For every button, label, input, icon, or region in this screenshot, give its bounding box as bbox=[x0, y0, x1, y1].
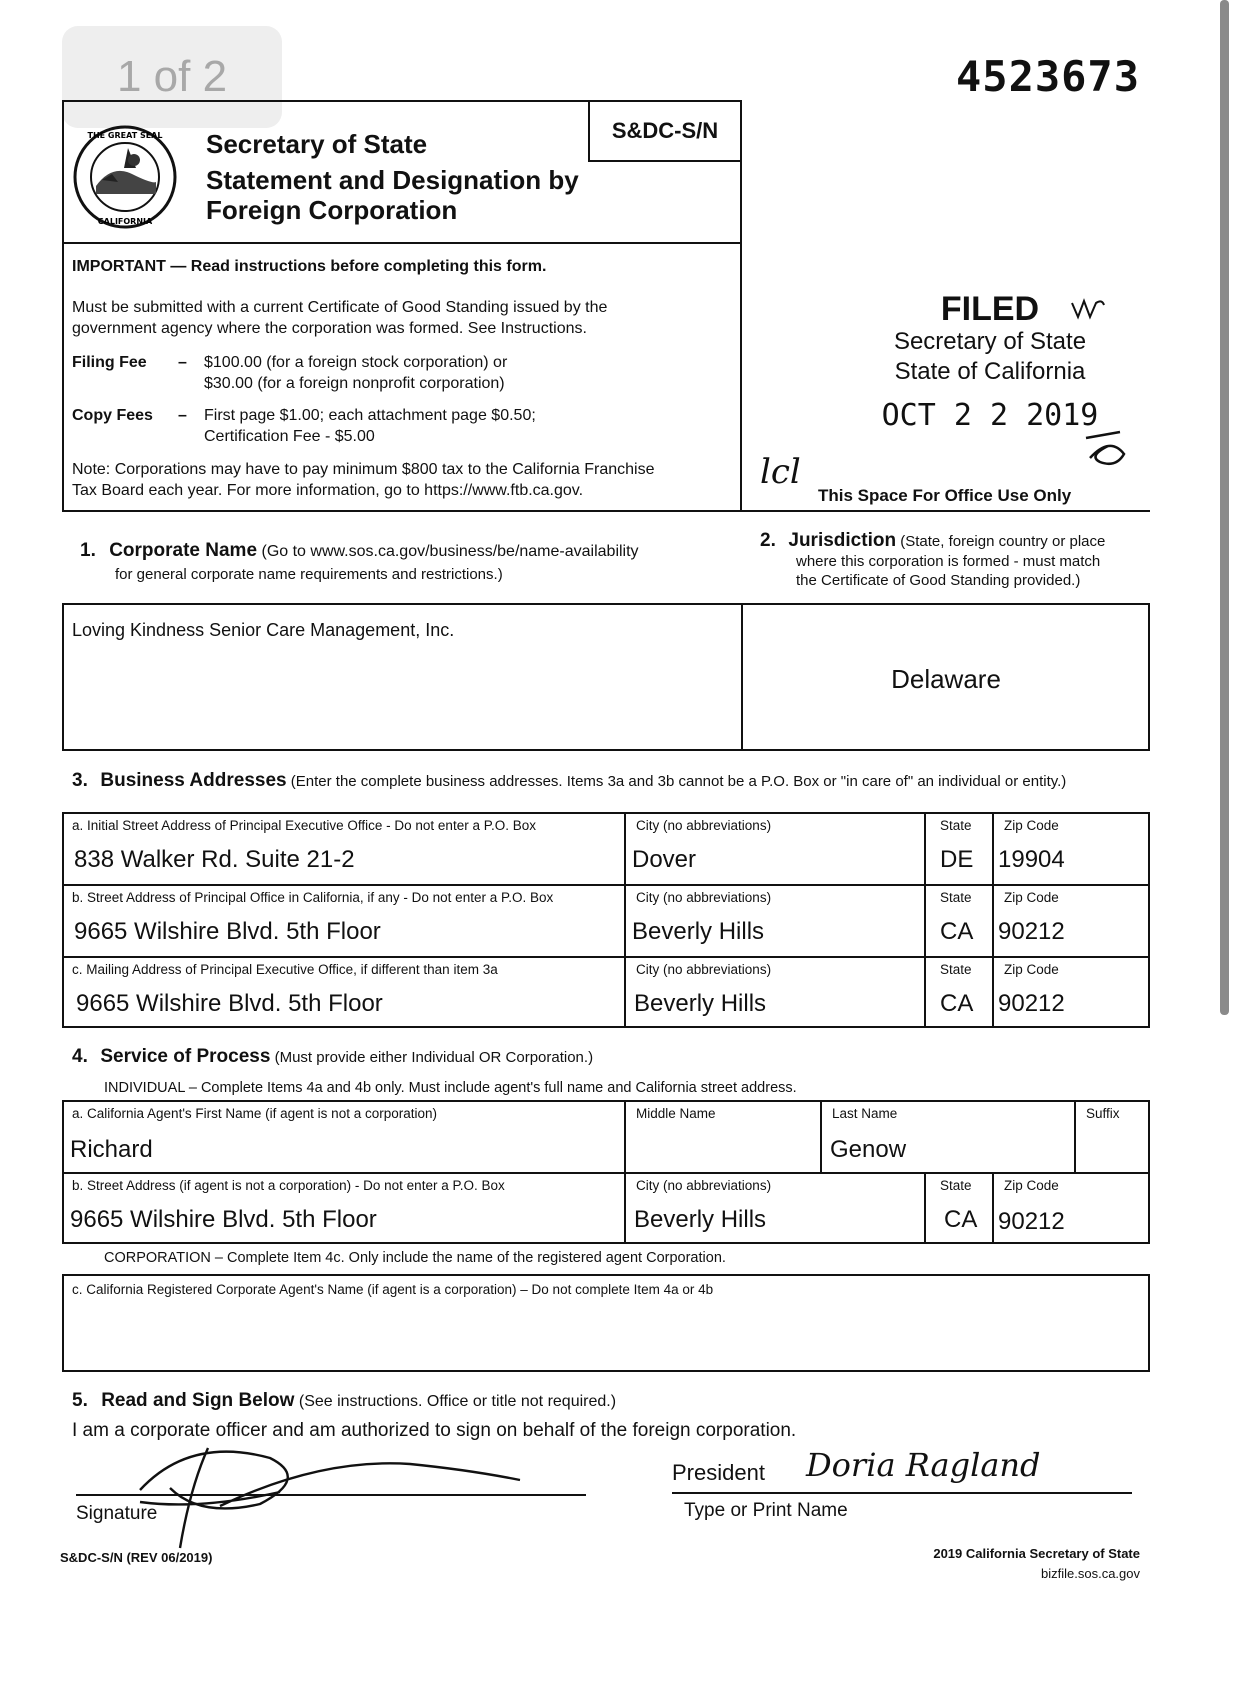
agent-col-divider-suffix bbox=[1074, 1100, 1076, 1172]
address-c-zip[interactable]: 90212 bbox=[998, 990, 1065, 1017]
section-2-number: 2. bbox=[760, 530, 776, 551]
copy-fees-line-1: First page $1.00; each attachment page $0.50; bbox=[204, 407, 536, 424]
address-b-state[interactable]: CA bbox=[940, 918, 974, 945]
address-row-divider-2 bbox=[62, 956, 1150, 958]
agent-middle-name-label: Middle Name bbox=[636, 1106, 716, 1121]
agent-col-divider-state bbox=[924, 1172, 926, 1244]
section-2-hint-3: the Certificate of Good Standing provided.) bbox=[796, 572, 1081, 589]
address-b-city[interactable]: Beverly Hills bbox=[632, 918, 765, 945]
agent-city-label: City (no abbreviations) bbox=[636, 1178, 772, 1193]
signature-line bbox=[76, 1494, 586, 1496]
filed-state: State of California bbox=[894, 358, 1086, 385]
california-seal-icon bbox=[72, 124, 178, 230]
agent-zip[interactable]: 90212 bbox=[998, 1208, 1065, 1235]
footer-copyright: 2019 California Secretary of State bbox=[933, 1546, 1140, 1561]
section-4-title: Service of Process bbox=[100, 1046, 271, 1067]
address-c-state[interactable]: CA bbox=[940, 990, 974, 1017]
title-line-3: Foreign Corporation bbox=[206, 195, 458, 225]
agent-row-divider bbox=[62, 1172, 1150, 1174]
address-a-city-label: City (no abbreviations) bbox=[636, 818, 772, 833]
address-b-zip[interactable]: 90212 bbox=[998, 918, 1065, 945]
filing-fee-dash: – bbox=[178, 354, 187, 371]
agent-last-name-label: Last Name bbox=[832, 1106, 898, 1121]
corporation-note: CORPORATION – Complete Item 4c. Only include the name of the registered agent Corporation. bbox=[104, 1250, 726, 1266]
type-print-name-label: Type or Print Name bbox=[684, 1500, 848, 1521]
address-col-divider-zip bbox=[992, 812, 994, 1028]
title-line-2: Statement and Designation by bbox=[206, 165, 579, 195]
agent-city[interactable]: Beverly Hills bbox=[634, 1206, 767, 1233]
officer-title[interactable]: President bbox=[672, 1460, 765, 1485]
scribble-mark-icon bbox=[1070, 295, 1106, 325]
agent-col-divider-middle bbox=[624, 1100, 626, 1244]
section-5-title: Read and Sign Below bbox=[101, 1390, 295, 1411]
corp-agent-label: c. California Registered Corporate Agent's Name (if agent is a corporation) – Do not complete Item 4a or 4b bbox=[72, 1282, 714, 1297]
filing-fee-line-1: $100.00 (for a foreign stock corporation) or bbox=[204, 354, 508, 371]
good-standing-line-1: Must be submitted with a current Certificate of Good Standing issued by the bbox=[72, 299, 608, 316]
form-revision: S&DC-S/N (REV 06/2019) bbox=[60, 1550, 213, 1565]
address-b-state-label: State bbox=[940, 890, 972, 905]
agent-first-name[interactable]: Richard bbox=[70, 1136, 153, 1163]
signature-label: Signature bbox=[76, 1503, 158, 1524]
agent-zip-label: Zip Code bbox=[1004, 1178, 1059, 1193]
section-5-number: 5. bbox=[72, 1390, 88, 1411]
agent-first-name-label: a. California Agent's First Name (if agent is not a corporation) bbox=[72, 1106, 437, 1121]
section-3-title: Business Addresses bbox=[100, 770, 287, 791]
agent-suffix-label: Suffix bbox=[1086, 1106, 1120, 1121]
authorization-statement: I am a corporate officer and am authorized to sign on behalf of the foreign corporation. bbox=[72, 1420, 797, 1441]
address-c-city[interactable]: Beverly Hills bbox=[634, 990, 767, 1017]
office-use-label: This Space For Office Use Only bbox=[818, 486, 1072, 505]
section-4-hint: (Must provide either Individual OR Corporation.) bbox=[274, 1049, 594, 1066]
initials-mark-icon bbox=[1080, 428, 1134, 472]
address-a-city[interactable]: Dover bbox=[632, 846, 697, 873]
section-1-heading bbox=[80, 540, 639, 562]
agent-street[interactable]: 9665 Wilshire Blvd. 5th Floor bbox=[70, 1206, 377, 1233]
handwritten-initials: lcl bbox=[760, 452, 801, 492]
filing-fee-line-2: $30.00 (for a foreign nonprofit corporation) bbox=[204, 375, 505, 392]
individual-note: INDIVIDUAL – Complete Items 4a and 4b only. Must include agent's full name and California street address. bbox=[104, 1080, 797, 1096]
svg-text:CALIFORNIA: CALIFORNIA bbox=[97, 217, 153, 226]
copy-fees-dash: – bbox=[178, 407, 187, 424]
copy-fees-label: Copy Fees bbox=[72, 407, 153, 424]
section-4-number: 4. bbox=[72, 1046, 88, 1067]
address-b-city-label: City (no abbreviations) bbox=[636, 890, 772, 905]
agent-col-divider-zip bbox=[992, 1172, 994, 1244]
note-line-2: Tax Board each year. For more information, go to https://www.ftb.ca.gov. bbox=[72, 482, 584, 499]
section-3-hint: (Enter the complete business addresses. Items 3a and 3b cannot be a P.O. Box or "in care of" an individual or entity.) bbox=[290, 773, 1067, 790]
section-5-hint: (See instructions. Office or title not required.) bbox=[298, 1393, 617, 1410]
title-line-1: Secretary of State bbox=[206, 129, 428, 159]
form-code: S&DC-S/N bbox=[611, 118, 719, 143]
agent-state[interactable]: CA bbox=[944, 1206, 978, 1233]
address-c-label: c. Mailing Address of Principal Executive Office, if different than item 3a bbox=[72, 962, 498, 977]
section-1-number: 1. bbox=[80, 540, 96, 561]
footer-website: bizfile.sos.ca.gov bbox=[1041, 1566, 1140, 1581]
address-a-state[interactable]: DE bbox=[940, 846, 974, 873]
agent-state-label: State bbox=[940, 1178, 972, 1193]
copy-fees-line-2: Certification Fee - $5.00 bbox=[204, 428, 375, 445]
filing-fee-label: Filing Fee bbox=[72, 354, 147, 371]
page-indicator: 1 of 2 bbox=[62, 26, 282, 128]
scrollbar[interactable] bbox=[1220, 0, 1229, 1015]
jurisdiction-field[interactable]: Delaware bbox=[891, 664, 1001, 694]
section-2-title: Jurisdiction bbox=[788, 530, 897, 551]
important-note: IMPORTANT — Read instructions before completing this form. bbox=[72, 258, 547, 275]
address-c-city-label: City (no abbreviations) bbox=[636, 962, 772, 977]
agent-last-name[interactable]: Genow bbox=[830, 1136, 907, 1163]
print-name-line bbox=[672, 1492, 1132, 1494]
file-number: 4523673 bbox=[956, 52, 1141, 101]
address-row-divider-1 bbox=[62, 884, 1150, 886]
section-2-hint-1: (State, foreign country or place bbox=[900, 533, 1106, 550]
section-5-heading bbox=[72, 1390, 616, 1412]
address-a-label: a. Initial Street Address of Principal Executive Office - Do not enter a P.O. Box bbox=[72, 818, 536, 833]
address-c-state-label: State bbox=[940, 962, 972, 977]
section-1-title: Corporate Name bbox=[109, 540, 258, 561]
section-3-heading bbox=[72, 770, 1066, 792]
section-2-heading bbox=[760, 530, 1105, 552]
section-4-heading bbox=[72, 1046, 593, 1068]
corporate-name-field[interactable]: Loving Kindness Senior Care Management, Inc. bbox=[72, 620, 455, 640]
filed-date: OCT 2 2 2019 bbox=[881, 398, 1099, 433]
address-a-zip-label: Zip Code bbox=[1004, 818, 1059, 833]
address-b-label: b. Street Address of Principal Office in California, if any - Do not enter a P.O. Box bbox=[72, 890, 554, 905]
section-3-number: 3. bbox=[72, 770, 88, 791]
filed-secretary: Secretary of State bbox=[893, 328, 1087, 355]
address-col-divider-city bbox=[624, 812, 626, 1028]
address-b-zip-label: Zip Code bbox=[1004, 890, 1059, 905]
svg-text:THE GREAT SEAL: THE GREAT SEAL bbox=[87, 131, 163, 140]
printed-name[interactable]: Doria Ragland bbox=[806, 1446, 1041, 1484]
filed-stamp: FILED bbox=[940, 290, 1040, 328]
section-1-hint-2: for general corporate name requirements and restrictions.) bbox=[115, 566, 503, 583]
agent-street-label: b. Street Address (if agent is not a corporation) - Do not enter a P.O. Box bbox=[72, 1178, 505, 1193]
address-a-state-label: State bbox=[940, 818, 972, 833]
section-1-hint-1: (Go to www.sos.ca.gov/business/be/name-availability bbox=[261, 543, 639, 560]
signature-scribble bbox=[120, 1418, 540, 1558]
address-b-street[interactable]: 9665 Wilshire Blvd. 5th Floor bbox=[74, 918, 381, 945]
address-a-street[interactable]: 838 Walker Rd. Suite 21-2 bbox=[74, 846, 355, 873]
address-col-divider-state bbox=[924, 812, 926, 1028]
address-c-zip-label: Zip Code bbox=[1004, 962, 1059, 977]
good-standing-line-2: government agency where the corporation was formed. See Instructions. bbox=[72, 320, 587, 337]
address-c-street[interactable]: 9665 Wilshire Blvd. 5th Floor bbox=[76, 990, 383, 1017]
note-line-1: Note: Corporations may have to pay minimum $800 tax to the California Franchise bbox=[72, 461, 655, 478]
section-2-hint-2: where this corporation is formed - must match bbox=[796, 553, 1101, 570]
address-a-zip[interactable]: 19904 bbox=[998, 846, 1065, 873]
agent-col-divider-last bbox=[820, 1100, 822, 1172]
office-use-line bbox=[742, 510, 1150, 512]
